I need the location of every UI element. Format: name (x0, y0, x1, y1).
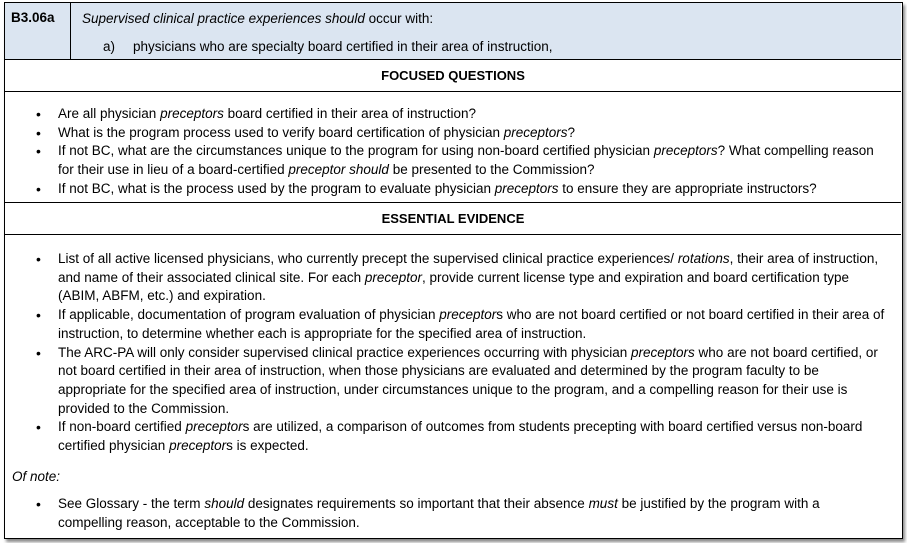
list-item-text: be justified by the program with a compelling reason, acceptable to the Commission. (58, 496, 820, 530)
list-item (5, 124, 901, 143)
list-item-emphasis: preceptor (169, 438, 227, 454)
list-item (5, 180, 901, 199)
list-item-text: who are not board certified, or not board certified in their area of instruction, when those physicians are evaluated and determined by the program faculty to be appropriate for the specified area of instruction, under circumstances unique to the program, and a compelling reason for their use is provided to the Commission. (58, 344, 878, 416)
list-item (5, 306, 901, 343)
of-note-section (5, 495, 901, 532)
of-note-label: Of note: (12, 469, 61, 484)
list-item-emphasis: preceptors (503, 124, 568, 140)
list-item (5, 495, 901, 532)
standard-intro-emphasis: Supervised clinical practice experiences should (82, 11, 365, 26)
list-item-emphasis: preceptor should (288, 162, 389, 178)
list-item-text: , their area of instruction, and name of their associated clinical site. For each (58, 251, 879, 285)
list-item-text: s who are not board certified or not board certified in their area of instruction, to determine whether each is appropriate for the specified area of instruction. (58, 307, 885, 341)
focused-questions-section (5, 105, 901, 199)
standard-item-text: physicians who are specialty board certified in their area of instruction, (133, 39, 553, 54)
list-item-text: , provide current license type and expiration and board certification type (ABIM, ABFM, etc.) and expiration. (58, 269, 849, 304)
list-item (5, 142, 901, 179)
list-item-emphasis: preceptor (439, 307, 497, 323)
standard-panel (4, 2, 903, 539)
list-item-text: If not BC, what is the process used by the program to evaluate physician (58, 180, 495, 196)
essential-evidence-section (5, 250, 901, 456)
section-divider (5, 202, 901, 203)
list-item-emphasis: preceptors (494, 180, 559, 196)
standard-intro-rest: occur with: (364, 11, 434, 26)
standard-intro (82, 11, 433, 26)
list-item-text: s is expected. (226, 438, 309, 454)
list-item-text: What is the program process used to verify board certification of physician (58, 124, 504, 140)
list-item-text: If applicable, documentation of program evaluation of physician (58, 307, 440, 323)
standard-header (5, 3, 901, 60)
list-item-text: be presented to the Commission? (388, 162, 595, 178)
list-item (5, 344, 901, 419)
list-item-text: s are utilized, a comparison of outcomes from students precepting with board certified versus non-board certified physician (58, 419, 863, 454)
list-item-emphasis: preceptors (653, 143, 718, 159)
list-item-text: to ensure they are appropriate instructors? (558, 180, 817, 196)
list-item-text: board certified in their area of instruction? (223, 106, 476, 121)
list-item-text: designates requirements so important that their absence (244, 496, 589, 511)
essential-evidence-heading: ESSENTIAL EVIDENCE (5, 204, 901, 235)
list-item-text: List of all active licensed physicians, who currently precept the supervised clinical practice experiences/ (58, 251, 678, 266)
standard-item (103, 39, 552, 54)
list-item-text: Are all physician (58, 106, 161, 121)
list-item-text: If not BC, what are the circumstances unique to the program for using non-board certified physician (58, 143, 654, 159)
list-item-text: If non-board certified (58, 419, 186, 435)
list-item-emphasis: must (588, 496, 618, 511)
list-item (5, 105, 901, 124)
focused-questions-heading: FOCUSED QUESTIONS (5, 61, 901, 92)
list-item-text: See Glossary - the term (58, 496, 205, 511)
focused-questions-list (5, 105, 901, 199)
list-item-text: ? (567, 124, 576, 140)
list-item-emphasis: preceptors (160, 106, 224, 121)
list-item-emphasis: preceptors (631, 344, 695, 360)
list-item-emphasis: preceptor (185, 419, 243, 435)
essential-evidence-list (5, 250, 901, 456)
list-item-emphasis: rotations (677, 251, 730, 266)
list-item (5, 418, 901, 455)
of-note-list (5, 495, 901, 532)
list-item-text: ? What compelling reason for their use in lieu of a board-certified (58, 143, 874, 178)
standard-item-label: a) (103, 39, 116, 54)
standard-code: B3.06a (5, 3, 71, 59)
list-item (5, 250, 901, 306)
list-item-emphasis: preceptor (364, 269, 422, 285)
list-item-text: The ARC-PA will only consider supervised clinical practice experiences occurring with physician (58, 344, 631, 360)
list-item-emphasis: should (204, 496, 245, 511)
